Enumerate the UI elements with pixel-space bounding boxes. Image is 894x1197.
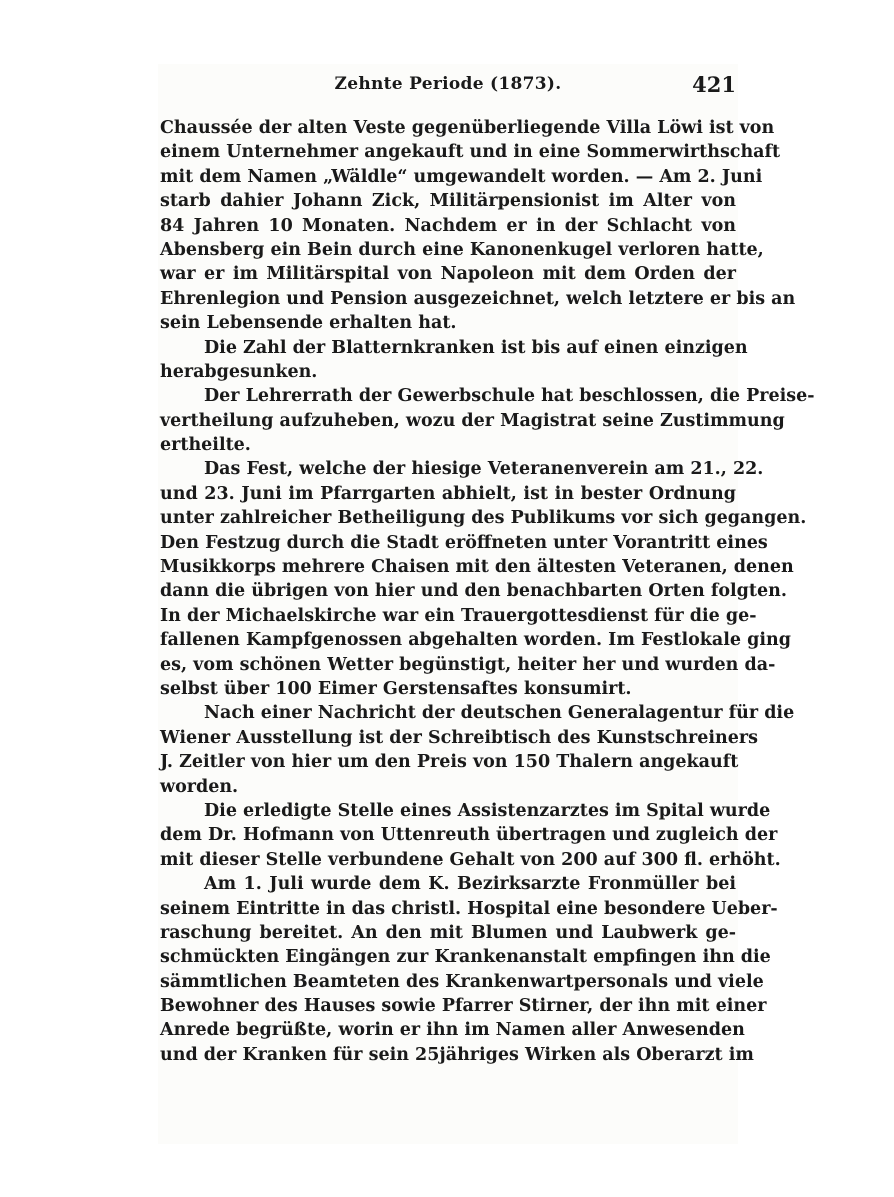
text-line: Bewohner des Hauses sowie Pfarrer Stirner, der ihn mit einer [160, 996, 767, 1017]
text-line: schmückten Eingängen zur Krankenanstalt empfingen ihn die [160, 947, 771, 968]
text-line: J. Zeitler von hier um den Preis von 150 Thalern angekauft [160, 752, 739, 773]
text-line: Die Zahl der Blatternkranken ist bis auf einen einzigen [204, 337, 748, 358]
text-line: vertheilung aufzuheben, wozu der Magistrat seine Zustimmung [160, 410, 785, 431]
text-line: Chaussée der alten Veste gegenüberliegende Villa Löwi ist von [160, 118, 775, 138]
running-title: Zehnte Periode (1873). [334, 74, 562, 94]
text-line: Ehrenlegion und Pension ausgezeichnet, welch letztere er bis an [160, 288, 796, 309]
text-line: In der Michaelskirche war ein Trauergottesdienst für die ge- [160, 605, 757, 626]
text-line: seinem Eintritte in das christl. Hospital eine besondere Ueber- [160, 898, 778, 919]
text-line: fallenen Kampfgenossen abgehalten worden. Im Festlokale ging [160, 630, 791, 651]
text-line: Den Festzug durch die Stadt eröffneten unter Vorantritt eines [160, 532, 768, 553]
text-line: es, vom schönen Wetter begünstigt, heiter her und wurden da- [160, 654, 776, 675]
text-line: starb dahier Johann Zick, Militärpensionist im Alter von [160, 191, 736, 212]
text-line: dann die übrigen von hier und den benachbarten Orten folgten. [160, 581, 787, 602]
text-line: Abensberg ein Bein durch eine Kanonenkugel verloren hatte, [160, 239, 764, 260]
text-line: worden. [160, 776, 239, 797]
text-line: einem Unternehmer angekauft und in eine Sommerwirthschaft [160, 142, 781, 163]
text-line: Anrede begrüßte, worin er ihn im Namen aller Anwesenden [160, 1020, 745, 1041]
text-line: Das Fest, welche der hiesige Veteranenverein am 21., 22. [204, 459, 764, 480]
text-line: sämmtlichen Beamteten des Krankenwartpersonals und viele [160, 971, 764, 992]
text-line: Die erledigte Stelle eines Assistenzarztes im Spital wurde [204, 800, 771, 821]
text-line: und 23. Juni im Pfarrgarten abhielt, ist in bester Ordnung [160, 483, 736, 504]
text-line: und der Kranken für sein 25jähriges Wirken als Oberarzt im [160, 1044, 754, 1065]
text-line: ertheilte. [160, 435, 251, 456]
text-line: dem Dr. Hofmann von Uttenreuth übertragen und zugleich der [160, 825, 778, 846]
text-line: war er im Militärspital von Napoleon mit dem Orden der [160, 264, 736, 285]
text-line: Musikkorps mehrere Chaisen mit den ältesten Veteranen, denen [160, 557, 794, 578]
text-line: Am 1. Juli wurde dem K. Bezirksarzte Fronmüller bei [204, 874, 736, 895]
text-line: mit dem Namen „Wäldle“ umgewandelt worden. — Am 2. Juni [160, 166, 763, 187]
text-line: herabgesunken. [160, 361, 318, 382]
text-line: sein Lebensende erhalten hat. [160, 313, 457, 334]
page-number: 421 [692, 72, 736, 97]
body-text [160, 116, 815, 1067]
text-line: unter zahlreicher Betheiligung des Publikums vor sich gegangen. [160, 508, 807, 529]
text-line: selbst über 100 Eimer Gerstensaftes konsumirt. [160, 678, 632, 699]
text-line: raschung bereitet. An den mit Blumen und Laubwerk ge- [160, 922, 736, 943]
text-line: mit dieser Stelle verbundene Gehalt von 200 auf 300 fl. erhöht. [160, 849, 781, 870]
text-line: 84 Jahren 10 Monaten. Nachdem er in der Schlacht von [160, 215, 736, 236]
text-line: Nach einer Nachricht der deutschen Generalagentur für die [204, 703, 795, 724]
text-line: Wiener Ausstellung ist der Schreibtisch des Kunstschreiners [160, 727, 758, 748]
page-header [158, 74, 738, 104]
text-line: Der Lehrerrath der Gewerbschule hat beschlossen, die Preise- [204, 386, 815, 407]
